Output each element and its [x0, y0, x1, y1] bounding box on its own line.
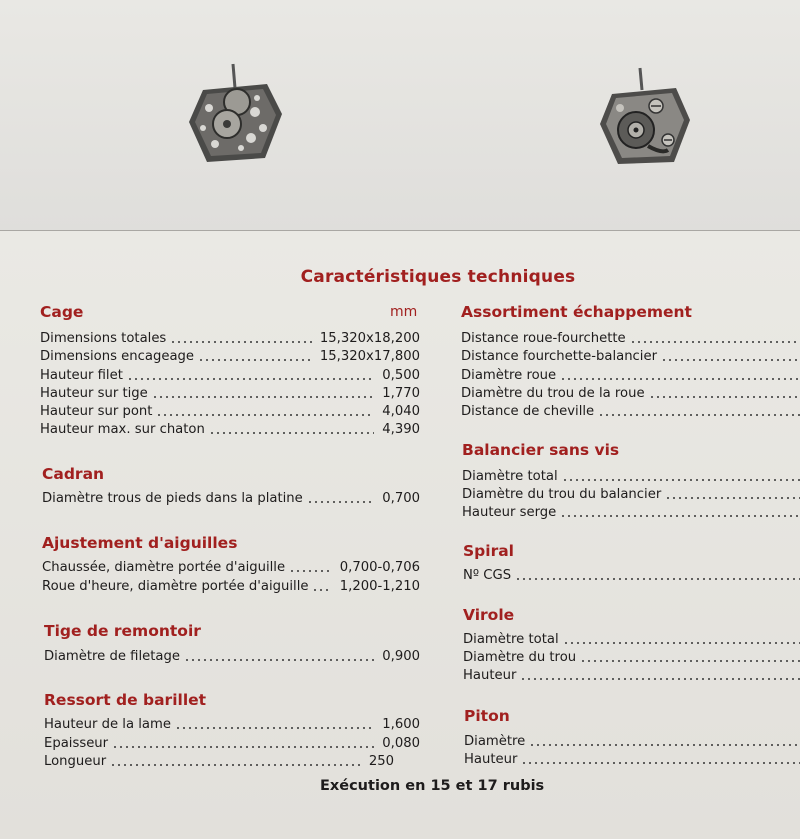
leader-dots — [127, 378, 374, 380]
spec-label: Dimensions encageage — [40, 349, 195, 364]
leader-dots — [521, 762, 800, 764]
leader-dots — [560, 515, 800, 517]
spec-row — [461, 348, 800, 366]
spec-row — [462, 468, 800, 486]
spec-row — [44, 648, 420, 666]
spec-row — [461, 385, 800, 403]
leader-dots — [580, 660, 800, 662]
leader-dots — [598, 414, 800, 416]
spec-row — [461, 330, 800, 348]
leader-dots — [560, 378, 800, 380]
spec-label: Diamètre du trou — [463, 650, 577, 665]
section-heading-virole: Virole — [463, 606, 515, 624]
leader-dots — [156, 414, 374, 416]
spec-label: Distance roue-fourchette — [461, 331, 626, 346]
spec-label: Distance de cheville — [461, 404, 595, 419]
leader-dots — [630, 341, 800, 343]
spec-row — [40, 330, 420, 348]
leader-dots — [649, 396, 800, 398]
spec-row — [462, 504, 800, 522]
spec-label: Nº CGS — [463, 568, 512, 583]
spec-value: 250 — [368, 754, 394, 769]
spec-row — [463, 649, 800, 667]
footer-note: Exécution en 15 et 17 rubis — [320, 778, 545, 794]
spec-row — [44, 716, 420, 734]
section-heading-assortiment: Assortiment échappement — [461, 303, 692, 321]
leader-dots — [563, 642, 800, 644]
section-heading-cage: Cage — [40, 303, 84, 321]
section-heading-piton: Piton — [464, 707, 510, 725]
section-heading-ressort: Ressort de barillet — [44, 691, 207, 709]
spec-label: Hauteur sur tige — [40, 386, 148, 401]
spec-value: 0,700 — [382, 491, 420, 506]
spec-label: Epaisseur — [44, 736, 109, 751]
leader-dots — [307, 501, 374, 503]
leader-dots — [175, 727, 374, 729]
spec-label: Diamètre roue — [461, 368, 557, 383]
watch-movement-bridge-side-image — [598, 66, 694, 168]
section-heading-ajustement: Ajustement d'aiguilles — [42, 534, 238, 552]
spec-label: Hauteur sur pont — [40, 404, 153, 419]
spec-value: 1,770 — [382, 386, 420, 401]
leader-dots — [562, 479, 800, 481]
spec-label: Hauteur — [464, 752, 518, 767]
page-title: Caractéristiques techniques — [300, 267, 576, 287]
spec-label: Longueur — [44, 754, 107, 769]
spec-value: 4,390 — [382, 422, 420, 437]
spec-row — [463, 567, 800, 585]
spec-row — [40, 348, 420, 366]
watch-movement-dial-side-image — [185, 62, 285, 166]
unit-label: mm — [390, 304, 418, 320]
spec-value: 15,320x17,800 — [319, 349, 420, 364]
spec-value: 1,200-1,210 — [339, 579, 420, 594]
spec-row — [464, 733, 800, 751]
leader-dots — [170, 341, 312, 343]
spec-label: Diamètre trous de pieds dans la platine — [42, 491, 303, 506]
leader-dots — [198, 359, 312, 361]
leader-dots — [529, 744, 800, 746]
spec-row — [40, 421, 420, 439]
spec-label: Chaussée, diamètre portée d'aiguille — [42, 560, 286, 575]
spec-row — [42, 578, 420, 596]
spec-row — [44, 753, 394, 771]
spec-row — [464, 751, 800, 769]
spec-row — [461, 367, 800, 385]
spec-label: Dimensions totales — [40, 331, 167, 346]
spec-row — [463, 667, 800, 685]
leader-dots — [209, 432, 374, 434]
spec-value: 0,500 — [382, 368, 420, 383]
spec-row — [462, 486, 800, 504]
spec-row — [40, 367, 420, 385]
spec-row — [44, 735, 420, 753]
section-heading-tige: Tige de remontoir — [44, 622, 201, 640]
spec-row — [40, 385, 420, 403]
leader-dots — [112, 746, 374, 748]
leader-dots — [289, 570, 332, 572]
spec-row — [463, 631, 800, 649]
spec-label: Distance fourchette-balancier — [461, 349, 657, 364]
leader-dots — [515, 578, 800, 580]
spec-label: Hauteur max. sur chaton — [40, 422, 205, 437]
spec-value: 1,600 — [382, 717, 420, 732]
section-heading-balancier: Balancier sans vis — [462, 441, 620, 459]
leader-dots — [661, 359, 800, 361]
spec-value: 0,700-0,706 — [339, 560, 420, 575]
spec-value: 0,900 — [382, 649, 420, 664]
spec-value: 15,320x18,200 — [319, 331, 420, 346]
spec-row — [42, 559, 420, 577]
spec-label: Diamètre du trou de la roue — [461, 386, 645, 401]
spec-label: Diamètre total — [463, 632, 559, 647]
spec-label: Hauteur serge — [462, 505, 557, 520]
spec-label: Hauteur de la lame — [44, 717, 171, 732]
spec-label: Roue d'heure, diamètre portée d'aiguille — [42, 579, 309, 594]
spec-value: 0,080 — [382, 736, 420, 751]
spec-label: Hauteur — [463, 668, 517, 683]
leader-dots — [312, 589, 331, 591]
spec-value: 4,040 — [382, 404, 420, 419]
spec-label: Diamètre du trou du balancier — [462, 487, 662, 502]
spec-row — [42, 490, 420, 508]
leader-dots — [665, 497, 800, 499]
spec-label: Diamètre — [464, 734, 526, 749]
spec-label: Hauteur filet — [40, 368, 123, 383]
leader-dots — [152, 396, 374, 398]
spec-row — [40, 403, 420, 421]
leader-dots — [184, 659, 374, 661]
leader-dots — [110, 764, 361, 766]
spec-row — [461, 403, 800, 421]
section-heading-cadran: Cadran — [42, 465, 105, 483]
section-heading-spiral: Spiral — [463, 542, 514, 560]
spec-label: Diamètre total — [462, 469, 558, 484]
leader-dots — [520, 678, 800, 680]
spec-label: Diamètre de filetage — [44, 649, 180, 664]
